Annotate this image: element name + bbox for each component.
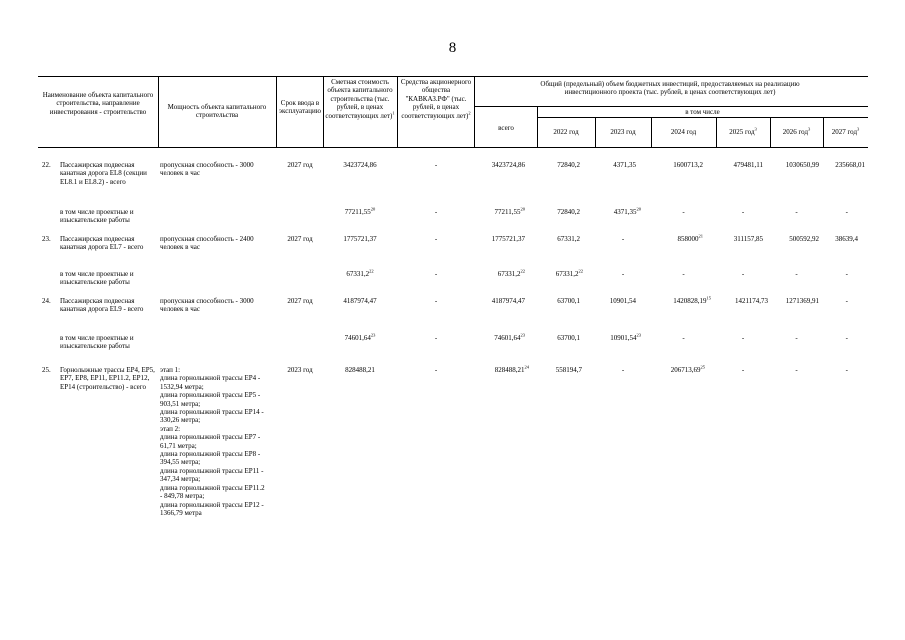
row-2024 xyxy=(651,161,703,169)
row-2023 xyxy=(595,161,636,169)
year-sup: 3 xyxy=(857,126,860,132)
year-sup: 3 xyxy=(754,126,757,132)
row-2023 xyxy=(595,334,641,342)
row-name: Горнолыжные трассы EP4, EP5, EP7, EP8, EP11, EP11.2, EP12, EP14 (строительство) - всего xyxy=(60,366,155,391)
row-total xyxy=(474,208,525,216)
year-label: 2024 год xyxy=(670,128,697,136)
row-2027: - xyxy=(845,270,848,278)
row-funds: - xyxy=(434,208,438,216)
row-name: в том числе проектные и изыскательские работы xyxy=(60,208,134,225)
header-col-invest: Общий (предельный) объем бюджетных инвестиций, предоставляемых на реализацию инвестиционного проекта (тыс. рублей, в ценах соответствующих лет) xyxy=(540,80,800,97)
row-name: Пассажирская подвесная канатная дорога EL7 - всего xyxy=(60,235,144,252)
row-2027: - xyxy=(845,366,848,374)
header-col-funds-text: Средства акционерного общества "КАВКАЗ.РФ" (тыс. рублей, в ценах соответствующих лет) xyxy=(400,78,472,120)
value: 1420828,19 xyxy=(673,297,707,305)
value: 206713,69 xyxy=(670,366,701,374)
header-bottom-rule xyxy=(38,147,868,148)
header-col-cost-text: Сметная стоимость объекта капитального строительства (тыс. рублей, в ценах соответствующих лет) xyxy=(325,78,393,120)
row-cost xyxy=(323,366,397,374)
year-label: 2026 год xyxy=(782,128,809,136)
sup: 25 xyxy=(700,364,705,370)
row-capacity: пропускная способность - 3000 человек в час xyxy=(160,297,254,314)
header-col-incl: в том числе xyxy=(685,108,720,116)
header-col-term: Срок ввода в эксплуатацию xyxy=(279,99,321,116)
value: - xyxy=(621,235,625,243)
row-2024: - xyxy=(682,208,685,216)
header-col-cost xyxy=(323,78,397,120)
value: 77211,55 xyxy=(344,208,371,216)
year-sup: 3 xyxy=(808,126,811,132)
header-year-2025 xyxy=(716,128,770,136)
sup: 20 xyxy=(520,206,525,212)
sup: 15 xyxy=(706,295,711,301)
sup: 24 xyxy=(524,364,529,370)
value: 558194,7 xyxy=(555,366,582,374)
row-2025: 311157,85 xyxy=(733,235,763,243)
row-funds: - xyxy=(434,235,438,243)
row-2026: - xyxy=(795,270,798,278)
row-2027: - xyxy=(845,297,848,305)
value: 67331,2 xyxy=(497,270,521,278)
sup: 22 xyxy=(369,268,374,274)
row-2027: 235668,01 xyxy=(835,161,865,169)
value: 63700,1 xyxy=(557,297,580,305)
row-2024: - xyxy=(682,270,685,278)
row-name: в том числе проектные и изыскательские работы xyxy=(60,270,134,287)
row-2026: - xyxy=(795,208,798,216)
row-2025: - xyxy=(741,270,745,278)
row-capacity: пропускная способность - 3000 человек в час xyxy=(160,161,254,178)
row-2022 xyxy=(537,334,580,342)
row-2025: - xyxy=(741,366,745,374)
value: 3423724,86 xyxy=(343,161,377,169)
value: 828488,21 xyxy=(345,366,375,374)
row-2027: - xyxy=(845,334,848,342)
header-divider xyxy=(158,76,159,147)
row-funds: - xyxy=(434,366,438,374)
row-capacity: этап 1: длина горнолыжной трассы EP4 - 1532,94 метра; длина горнолыжной трассы EP5 - 903,51 метра; длина горнолыжной трассы EP14 - 330,26 метра; этап 2: длина горнолыжной трассы EP7 - 61,71 метра; длина горнолыжной трассы EP8 - 394,55 метра; длина горнолыжной трассы EP11 - 347,34 метра; длина горнолыжной трассы EP11.2 - 849,78 метра; длина горнолыжной трассы EP12 - 1366,79 метра xyxy=(160,366,265,517)
row-2024 xyxy=(651,297,711,305)
value: 72840,2 xyxy=(557,161,580,169)
value: 74601,64 xyxy=(494,334,521,342)
row-funds: - xyxy=(434,161,438,169)
header-col-name: Наименование объекта капитального строительства, направление инвестирования - строительство xyxy=(42,91,154,116)
sup: 23 xyxy=(520,332,525,338)
row-cost xyxy=(323,208,397,216)
sup: 20 xyxy=(636,206,641,212)
header-divider xyxy=(537,106,538,147)
value: 63700,1 xyxy=(557,334,580,342)
sup: 23 xyxy=(370,332,376,338)
header-year-2026 xyxy=(770,128,823,136)
value: 67331,2 xyxy=(555,270,579,278)
year-label: 2027 год xyxy=(831,128,858,136)
header-col-cost-sup: 1 xyxy=(392,110,395,116)
row-total xyxy=(474,270,525,278)
header-top-rule xyxy=(38,76,868,77)
year-label: 2022 год xyxy=(553,128,579,136)
value: 10901,54 xyxy=(609,297,636,305)
row-2023 xyxy=(595,297,636,305)
header-divider xyxy=(474,76,475,147)
row-name: Пассажирская подвесная канатная дорога EL8 (секции EL8.1 и EL8.2) - всего xyxy=(60,161,147,186)
row-2026: 1271369,91 xyxy=(785,297,819,305)
row-2027: 38639,4 xyxy=(835,235,858,243)
row-2026: 1030650,99 xyxy=(785,161,819,169)
sup: 21 xyxy=(698,233,703,239)
header-col-funds-sup: 2 xyxy=(468,110,471,116)
row-2022 xyxy=(537,235,580,243)
header-mid-rule xyxy=(474,106,868,107)
value: - xyxy=(621,366,625,374)
header-col-total: всего xyxy=(498,124,514,132)
value: 4371,35 xyxy=(613,208,637,216)
value: 4371,35 xyxy=(613,161,636,169)
row-2025: 479481,11 xyxy=(733,161,763,169)
value: 1775721,37 xyxy=(491,235,525,243)
row-2024: - xyxy=(682,334,685,342)
value: 10901,54 xyxy=(610,334,637,342)
row-cost xyxy=(323,270,397,278)
row-2023 xyxy=(595,235,651,243)
row-number: 22. xyxy=(42,161,51,169)
year-label: 2025 год xyxy=(729,128,755,136)
value: 67331,2 xyxy=(557,235,580,243)
row-number: 23. xyxy=(42,235,51,243)
header-col-funds xyxy=(399,78,473,120)
row-2023: - xyxy=(621,270,625,278)
page-number: 8 xyxy=(448,40,457,56)
sup: 20 xyxy=(370,206,376,212)
value: 4187974,47 xyxy=(491,297,525,305)
value: 3423724,86 xyxy=(491,161,525,169)
row-funds: - xyxy=(434,270,438,278)
row-term: 2023 год xyxy=(287,366,313,374)
year-label: 2023 год xyxy=(610,128,636,136)
row-term: 2027 год xyxy=(287,297,313,305)
row-2022 xyxy=(537,366,582,374)
row-2026: - xyxy=(795,334,798,342)
row-2026: 500592,92 xyxy=(789,235,819,243)
row-total xyxy=(474,334,525,342)
value: 828488,21 xyxy=(494,366,525,374)
row-2023 xyxy=(595,366,651,374)
row-term: 2027 год xyxy=(287,161,313,169)
row-capacity: пропускная способность - 2400 человек в час xyxy=(160,235,254,252)
row-2025: - xyxy=(741,208,745,216)
sup: 22 xyxy=(520,268,525,274)
header-divider xyxy=(397,76,398,147)
value: 72840,2 xyxy=(557,208,580,216)
row-total xyxy=(474,161,525,169)
sup: 22 xyxy=(578,268,583,274)
row-2025: - xyxy=(741,334,745,342)
row-total xyxy=(474,235,525,243)
row-2022 xyxy=(537,208,580,216)
row-funds: - xyxy=(434,297,438,305)
sup: 23 xyxy=(636,332,641,338)
row-2023 xyxy=(595,208,641,216)
row-funds: - xyxy=(434,334,438,342)
header-divider xyxy=(276,76,277,147)
row-cost xyxy=(323,334,397,342)
value: 67331,2 xyxy=(346,270,370,278)
header-year-2024 xyxy=(651,128,716,136)
header-year-2022 xyxy=(537,128,595,136)
value: 858000 xyxy=(677,235,699,243)
header-year-2027 xyxy=(823,128,868,136)
header-incl-rule xyxy=(537,117,868,118)
row-2027: - xyxy=(845,208,848,216)
header-year-2023 xyxy=(595,128,651,136)
value: 74601,64 xyxy=(344,334,371,342)
row-total xyxy=(474,366,529,374)
row-cost xyxy=(323,235,397,243)
row-number: 25. xyxy=(42,366,51,374)
row-total xyxy=(474,297,525,305)
row-cost xyxy=(323,297,397,305)
row-2022 xyxy=(537,161,580,169)
row-2022 xyxy=(537,297,580,305)
row-term: 2027 год xyxy=(287,235,313,243)
row-2022 xyxy=(537,270,583,278)
header-col-capacity: Мощность объекта капитального строительства xyxy=(167,103,267,120)
row-name: Пассажирская подвесная канатная дорога EL9 - всего xyxy=(60,297,144,314)
value: 1600713,2 xyxy=(673,161,703,169)
row-cost xyxy=(323,161,397,169)
value: 1775721,37 xyxy=(343,235,377,243)
value: 4187974,47 xyxy=(343,297,377,305)
row-number: 24. xyxy=(42,297,51,305)
row-2024 xyxy=(651,366,705,374)
row-2024 xyxy=(651,235,703,243)
row-name: в том числе проектные и изыскательские работы xyxy=(60,334,134,351)
row-2025: 1421174,73 xyxy=(735,297,768,305)
row-2026: - xyxy=(795,366,798,374)
value: 77211,55 xyxy=(494,208,521,216)
